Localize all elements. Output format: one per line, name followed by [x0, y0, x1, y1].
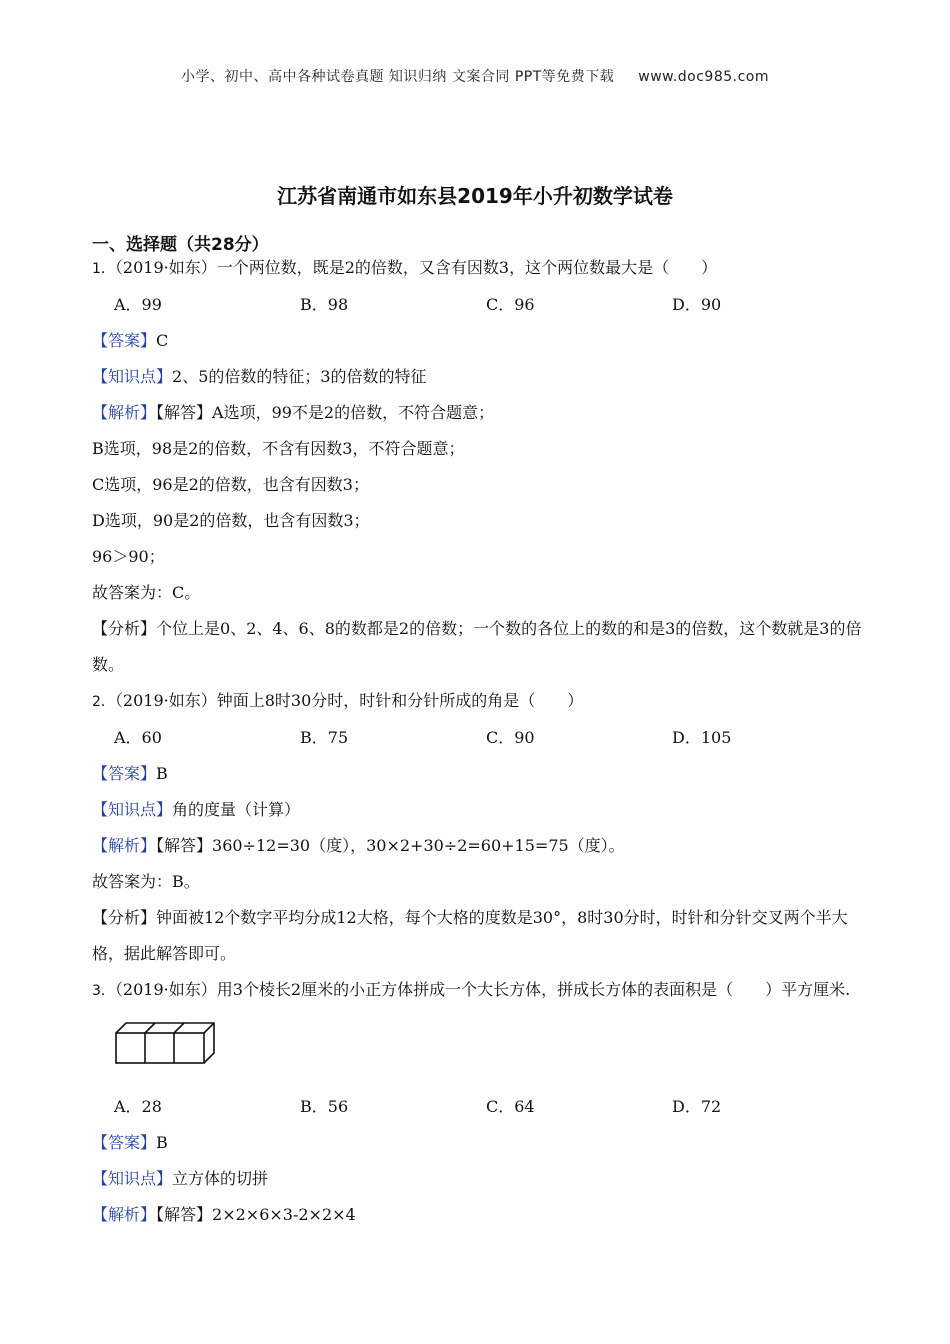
- analysis-line: [92, 395, 867, 431]
- analysis-text: 【解答】360÷12=30（度），30×2+30÷2=60+15=75（度）。: [156, 836, 625, 855]
- option-d: D．72: [672, 1097, 722, 1116]
- question-text: （2019·如东）钟面上8时30分时，时针和分针所成的角是（ ）: [114, 691, 584, 710]
- analysis-continuation: 96＞90；: [92, 547, 165, 566]
- analysis-line: [92, 828, 867, 864]
- question-text: （2019·如东）用3个棱长2厘米的小正方体拼成一个大长方体，拼成长方体的表面积是（ ）平方厘米.: [114, 980, 851, 999]
- question-number: 2．: [92, 694, 115, 710]
- answer-line: [92, 756, 867, 792]
- question-2-stem: [92, 683, 867, 720]
- analysis-conclusion: 故答案为：B。: [92, 872, 200, 891]
- option-c: C．90: [486, 728, 535, 747]
- answer-value: C: [156, 331, 169, 350]
- question-number: 1．: [92, 261, 115, 277]
- option-a: A．28: [114, 1097, 162, 1116]
- header-text: 小学、初中、高中各种试卷真题 知识归纳 文案合同 PPT等免费下载: [180, 69, 615, 85]
- analysis-tag: 【解析】: [92, 403, 157, 422]
- option-a: A．60: [114, 728, 162, 747]
- header-site-link[interactable]: www.doc985.com: [638, 69, 770, 85]
- question-3-options: [92, 1089, 867, 1125]
- answer-tag: 【答案】: [92, 1133, 157, 1152]
- question-2-options: [92, 720, 867, 756]
- analysis-line: [92, 1197, 867, 1233]
- knowledge-text: 立方体的切拼: [172, 1169, 269, 1188]
- knowledge-line: [92, 359, 867, 395]
- fenxi-text: 钟面被12个数字平均分成12大格，每个大格的度数是30°，8时30分时，时针和分针交叉两个半大格，据此解答即可。: [92, 908, 848, 963]
- option-b: B．56: [300, 1097, 349, 1116]
- knowledge-line: [92, 792, 867, 828]
- question-3-stem: [92, 972, 867, 1009]
- analysis-conclusion: 故答案为：C。: [92, 583, 201, 602]
- knowledge-tag: 【知识点】: [92, 800, 173, 819]
- knowledge-tag: 【知识点】: [92, 1169, 173, 1188]
- analysis-tag: 【解析】: [92, 1205, 157, 1224]
- cuboid-figure: [92, 1009, 867, 1089]
- analysis-continuation: B选项，98是2的倍数，不含有因数3，不符合题意；: [92, 439, 465, 458]
- fenxi-paragraph: [92, 900, 867, 972]
- option-b: B．98: [300, 295, 349, 314]
- answer-line: [92, 323, 867, 359]
- knowledge-text: 角的度量（计算）: [172, 800, 301, 819]
- analysis-text: 【解答】2×2×6×3-2×2×4: [156, 1205, 356, 1224]
- option-b: B．75: [300, 728, 349, 747]
- option-c: C．64: [486, 1097, 535, 1116]
- answer-tag: 【答案】: [92, 764, 157, 783]
- fenxi-tag: 【分析】: [92, 619, 157, 638]
- section-heading: 一、选择题（共28分）: [92, 235, 269, 255]
- option-d: D．105: [672, 728, 732, 747]
- option-c: C．96: [486, 295, 535, 314]
- page-title: 江苏省南通市如东县2019年小升初数学试卷: [277, 184, 673, 208]
- three-cubes-drawing: [112, 1019, 222, 1069]
- fenxi-text: 个位上是0、2、4、6、8的数都是2的倍数；一个数的各位上的数的和是3的倍数，这个数就是3的倍数。: [92, 619, 862, 674]
- question-text: （2019·如东）一个两位数，既是2的倍数，又含有因数3，这个两位数最大是（ ）: [114, 258, 718, 277]
- fenxi-tag: 【分析】: [92, 908, 157, 927]
- knowledge-text: 2、5的倍数的特征；3的倍数的特征: [172, 367, 427, 386]
- analysis-text: 【解答】A选项，99不是2的倍数，不符合题意；: [156, 403, 495, 422]
- question-1-stem: [92, 250, 867, 287]
- analysis-continuation: D选项，90是2的倍数，也含有因数3；: [92, 511, 370, 530]
- option-d: D．90: [672, 295, 722, 314]
- fenxi-paragraph: [92, 611, 867, 683]
- question-list: [92, 250, 867, 1233]
- option-a: A．99: [114, 295, 162, 314]
- knowledge-line: [92, 1161, 867, 1197]
- answer-tag: 【答案】: [92, 331, 157, 350]
- knowledge-tag: 【知识点】: [92, 367, 173, 386]
- analysis-tag: 【解析】: [92, 836, 157, 855]
- analysis-continuation: C选项，96是2的倍数，也含有因数3；: [92, 475, 369, 494]
- question-number: 3．: [92, 983, 115, 999]
- answer-line: [92, 1125, 867, 1161]
- answer-value: B: [156, 1133, 168, 1152]
- answer-value: B: [156, 764, 168, 783]
- question-1-options: [92, 287, 867, 323]
- page-header: [0, 66, 950, 86]
